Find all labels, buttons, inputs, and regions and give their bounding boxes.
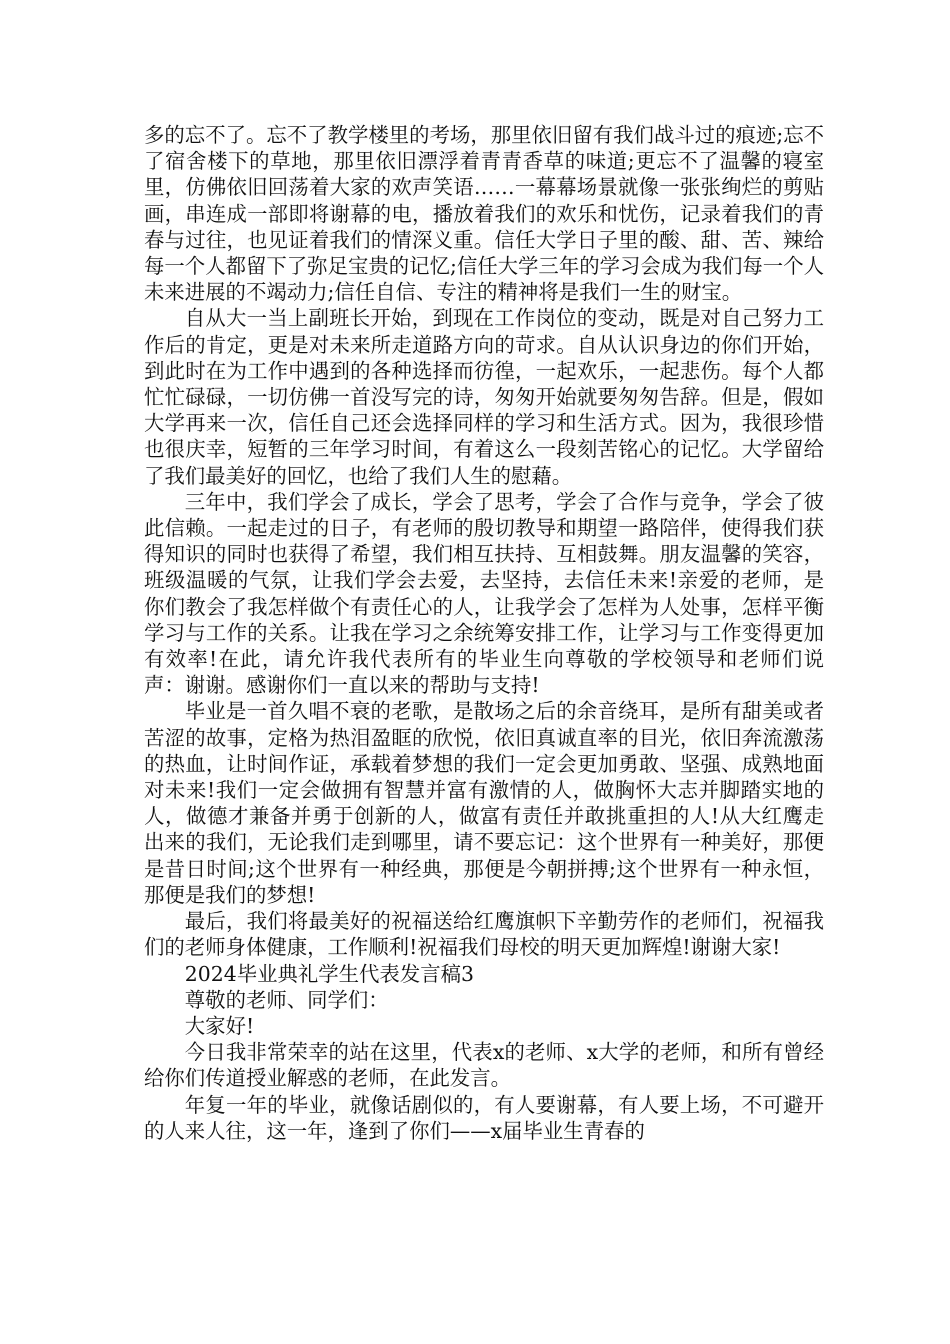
paragraph-3: 三年中，我们学会了成长，学会了思考，学会了合作与竞争，学会了彼此信赖。一起走过的日子，有老师的殷切教导和期望一路陪伴，使得我们获得知识的同时也获得了希望，我们相互扶持、互相鼓舞。朋友温馨的笑容，班级温暖的气氛，让我们学会去爱，去坚持，去信任未来!亲爱的老师，是你们教会了我怎样做个有责任心的人，让我学会了怎样为人处事，怎样平衡学习与工作的关系。让我在学习之余统筹安排工作，让学习与工作变得更加有效率!在此，请允许我代表所有的毕业生向尊敬的学校领导和老师们说声：谢谢。感谢你们一直以来的帮助与支持! bbox=[144, 489, 824, 698]
document-page bbox=[144, 122, 824, 1144]
paragraph-4: 毕业是一首久唱不衰的老歌，是散场之后的余音绕耳，是所有甜美或者苦涩的故事，定格为热泪盈眶的欣悦，依旧真诚直率的目光，依旧奔流激荡的热血，让时间作证，承载着梦想的我们一定会更加勇敢、坚强、成熟地面对未来!我们一定会做拥有智慧并富有激情的人，做胸怀大志并脚踏实地的人，做德才兼备并勇于创新的人，做富有责任并敢挑重担的人!从大红鹰走出来的我们，无论我们走到哪里，请不要忘记：这个世界有一种美好，那便是昔日时间;这个世界有一种经典，那便是今朝拼搏;这个世界有一种永恒，那便是我们的梦想! bbox=[144, 699, 824, 907]
paragraph-5: 最后，我们将最美好的祝福送给红鹰旗帜下辛勤劳作的老师们，祝福我们的老师身体健康，工作顺利!祝福我们母校的明天更加辉煌!谢谢大家! bbox=[144, 909, 824, 960]
greeting: 大家好! bbox=[184, 1013, 255, 1038]
paragraph-7: 年复一年的毕业，就像话剧似的，有人要谢幕，有人要上场，不可避开的人来人往，这一年，逢到了你们——x届毕业生青春的 bbox=[144, 1092, 824, 1143]
section-title: 2024毕业典礼学生代表发言稿3 bbox=[184, 961, 474, 986]
paragraph-6: 今日我非常荣幸的站在这里，代表x的老师、x大学的老师，和所有曾经给你们传道授业解惑的老师，在此发言。 bbox=[144, 1040, 824, 1091]
paragraph-2: 自从大一当上副班长开始，到现在工作岗位的变动，既是对自己努力工作后的肯定，更是对未来所走道路方向的苛求。自从认识身边的你们开始，到此时在为工作中遇到的各种选择而彷徨，一起欢乐，一起悲伤。每个人都忙忙碌碌，一切仿佛一首没写完的诗，匆匆开始就要匆匆告辞。但是，假如大学再来一次，信任自己还会选择同样的学习和生活方式。因为，我很珍惜也很庆幸，短暂的三年学习时间，有着这么一段刻苦铭心的记忆。大学留给了我们最美好的回忆，也给了我们人生的慰藉。 bbox=[144, 306, 824, 488]
salutation: 尊敬的老师、同学们： bbox=[184, 987, 389, 1012]
paragraph-1: 多的忘不了。忘不了教学楼里的考场，那里依旧留有我们战斗过的痕迹;忘不了宿舍楼下的草地，那里依旧漂浮着青青香草的味道;更忘不了温馨的寝室里，仿佛依旧回荡着大家的欢声笑语……一幕幕场景就像一张张绚烂的剪贴画，串连成一部即将谢幕的电，播放着我们的欢乐和忧伤，记录着我们的青春与过往，也见证着我们的情深义重。信任大学日子里的酸、甜、苦、辣给每一个人都留下了弥足宝贵的记忆;信任大学三年的学习会成为我们每一个人未来进展的不竭动力;信任自信、专注的精神将是我们一生的财宝。 bbox=[144, 123, 824, 305]
